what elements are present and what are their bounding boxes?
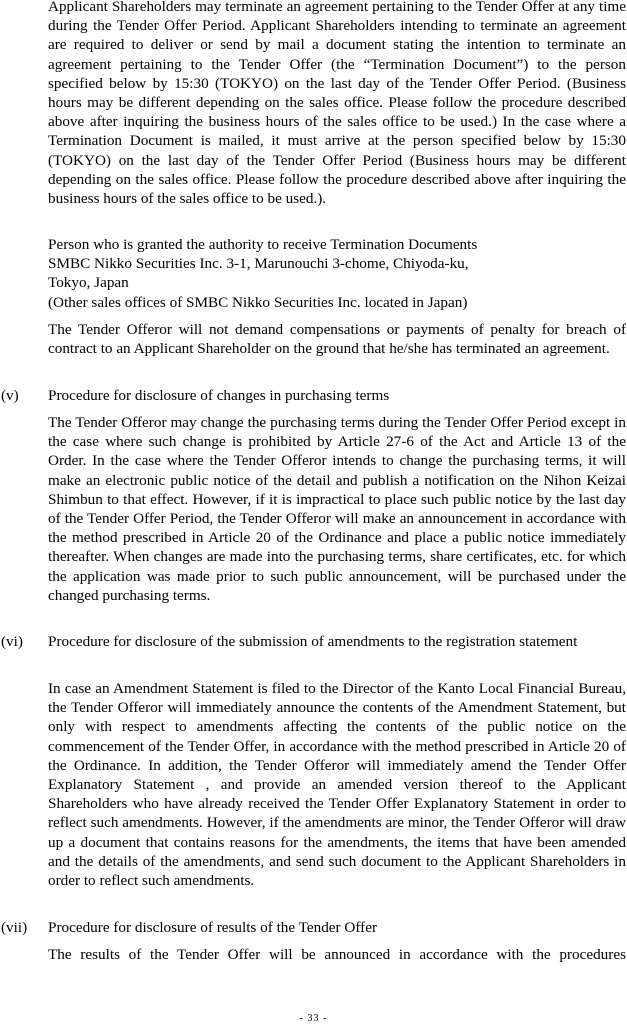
penalty-paragraph — [48, 320, 626, 358]
section-vi-body — [48, 679, 626, 890]
penalty-text: The Tender Offeror will not demand compensations or payments of penalty for breach of contract to an Applicant Shareholder on the ground that he/she has terminated an agreement. — [48, 321, 626, 358]
section-body: The Tender Offeror may change the purchasing terms during the Tender Offer Period except in the case where such change is prohibited by Article 27-6 of the Act and Article 13 of the Order. In the case where the Tender Offeror intends to change the purchasing terms, it will make an electronic public notice of the detail and publish a notification on the Nihon Keizai Shimbun to that effect. However, if it is impractical to place such public notice by the last day of the Tender Offer Period, the Tender Offeror will make an announcement in accordance with the method prescribed in Article 20 of the Ordinance and place a public notice immediately thereafter. When changes are made into the purchasing terms, share certificates, etc. for which the application was made prior to such public announcement, will be purchased under the changed purchasing terms. — [48, 414, 626, 604]
section-title: Procedure for disclosure of the submission of amendments to the registration statement — [48, 633, 578, 650]
section-body: The results of the Tender Offer will be announced in accordance with the procedures — [48, 946, 626, 963]
address-line-3: Tokyo, Japan — [48, 274, 129, 292]
page-number: - 33 - — [299, 1013, 328, 1024]
section-v-body — [48, 413, 626, 605]
address-block — [48, 235, 626, 312]
section-number: (vi) — [1, 633, 23, 650]
section-number: (v) — [1, 387, 19, 404]
address-line-1: Person who is granted the authority to receive Termination Documents — [48, 236, 478, 253]
address-line-2: SMBC Nikko Securities Inc. 3-1, Marunouchi 3-chome, Chiyoda-ku, — [48, 255, 469, 273]
termination-paragraph — [48, 0, 626, 208]
section-vii-body — [48, 945, 626, 964]
section-title: Procedure for disclosure of results of the Tender Offer — [48, 919, 378, 936]
address-line-4: (Other sales offices of SMBC Nikko Securities Inc. located in Japan) — [48, 293, 468, 311]
section-title: Procedure for disclosure of changes in purchasing terms — [48, 387, 390, 404]
termination-text: Applicant Shareholders may terminate an agreement pertaining to the Tender Offer at any time during the Tender Offer Period. Applicant Shareholders intending to terminate an agreement are required to deliver or send by mail a document stating the intention to terminate an agreement pertaining to the Tender Offer (the “Termination Document”) to the person specified below by 15:30 (TOKYO) on the last day of the Tender Offer Period. (Business hours may be different depending on the sales office. Please follow the procedure described above after inquiring the business hours of the sales office to be used.) In the case where a Termination Document is mailed, it must arrive at the person specified below by 15:30 (TOKYO) on the last day of the Tender Offer Period (Business hours may be different depending on the sales office. Please follow the procedure described above after inquiring the business hours of the sales office to be used.). — [48, 0, 626, 208]
section-body: In case an Amendment Statement is filed to the Director of the Kanto Local Financial Bureau, the Tender Offeror will immediately announce the contents of the Amendment Statement, but only with respect to amendments affecting the contents of the public notice on the commencement of the Tender Offer, in accordance with the method prescribed in Article 20 of the Ordinance. In addition, the Tender Offeror will immediately amend the Tender Offer Explanatory Statement , and provide an amended version thereof to the Applicant Shareholders who have already received the Tender Offer Explanatory Statement in order to reflect such amendments. However, if the amendments are minor, the Tender Offeror will draw up a document that contains reasons for the amendments, the items that have been amended and the details of the amendments, and send such document to the Applicant Shareholders in order to reflect such amendments. — [48, 680, 626, 890]
section-number: (vii) — [1, 919, 28, 936]
